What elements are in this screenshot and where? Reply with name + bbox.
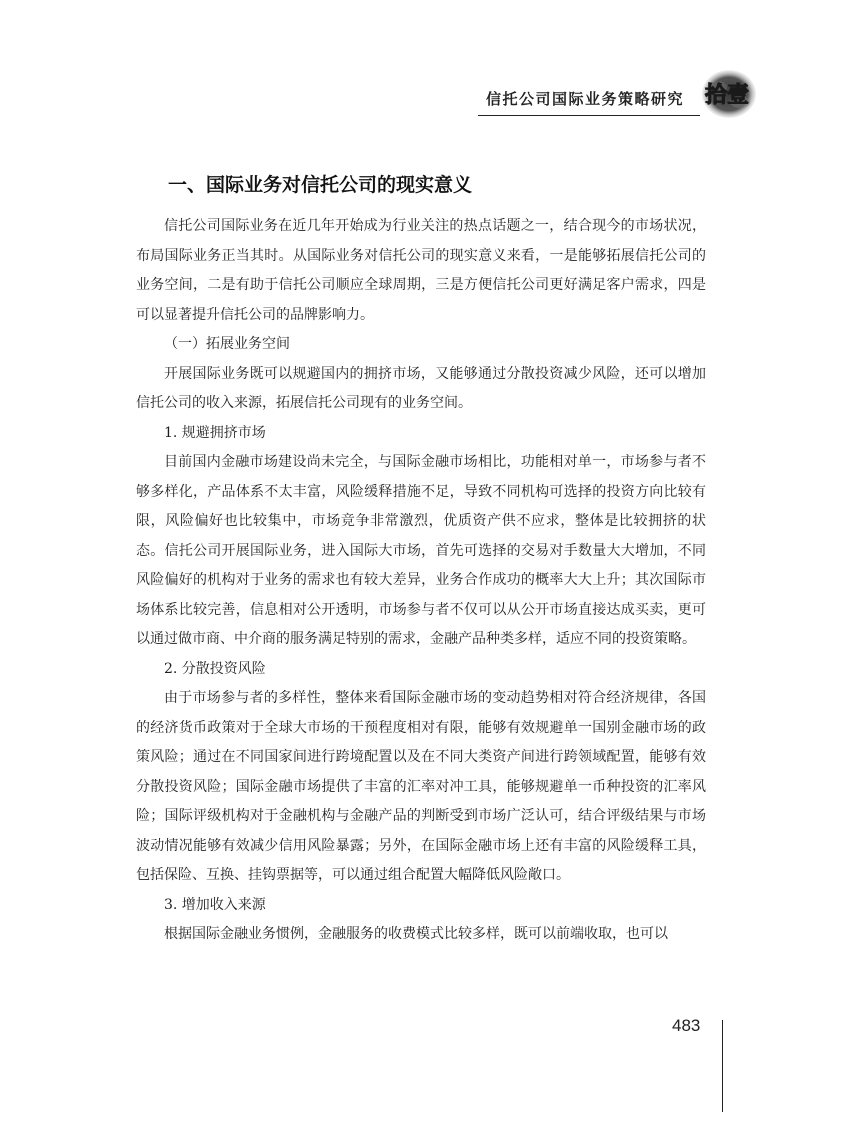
paragraph-intro: 信托公司国际业务在近几年开始成为行业关注的热点话题之一，结合现今的市场状况，布局国际业务正当其时。从国际业务对信托公司的现实意义来看，一是能够拓展信托公司的业务空间，二是有助于信托公司顺应全球周期，三是方便信托公司更好满足客户需求，四是可以显著提升信托公司的品牌影响力。: [136, 218, 706, 323]
body-text: [136, 212, 706, 950]
paragraph-expand-business: 开展国际业务既可以规避国内的拥挤市场，又能够通过分散投资减少风险，还可以增加信托公司的收入来源，拓展信托公司现有的业务空间。: [136, 365, 706, 411]
header-rule: [478, 115, 700, 116]
running-header: [0, 62, 842, 132]
seal-text: 拾壹: [704, 82, 750, 108]
paragraph-avoid-crowded-market: 目前国内金融市场建设尚未完全，与国际金融市场相比，功能相对单一，市场参与者不够多样化，产品体系不太丰富，风险缓释措施不足，导致不同机构可选择的投资方向比较有限，风险偏好也比较集中，市场竞争非常激烈，优质资产供不应求，整体是比较拥挤的状态。信托公司开展国际业务，进入国际大市场，首先可选择的交易对手数量大大增加，不同风险偏好的机构对于业务的需求也有较大差异，业务合作成功的概率大大上升；其次国际市场体系比较完善，信息相对公开透明，市场参与者不仅可以从公开市场直接达成买卖，更可以通过做市商、中介商的服务满足特别的需求，金融产品种类多样，适应不同的投资策略。: [136, 454, 706, 647]
section-heading: 一、国际业务对信托公司的现实意义: [168, 174, 473, 196]
subheading-increase-income: 3. 增加收入来源: [164, 896, 266, 913]
running-header-title: 信托公司国际业务策略研究: [486, 90, 685, 108]
subheading-avoid-crowded-market: 1. 规避拥挤市场: [164, 424, 266, 441]
page-number-rule: [722, 1020, 723, 1112]
subheading-expand-business: （一）拓展业务空间: [164, 336, 290, 352]
paragraph-diversify-risk: 由于市场参与者的多样性，整体来看国际金融市场的变动趋势相对符合经济规律，各国的经济货币政策对于全球大市场的干预程度相对有限，能够有效规避单一国别金融市场的政策风险；通过在不同国家间进行跨境配置以及在不同大类资产间进行跨领域配置，能够有效分散投资风险；国际金融市场提供了丰富的汇率对冲工具，能够规避单一币种投资的汇率风险；国际评级机构对于金融机构与金融产品的判断受到市场广泛认可，结合评级结果与市场波动情况能够有效减少信用风险暴露；另外，在国际金融市场上还有丰富的风险缓释工具，包括保险、互换、挂钩票据等，可以通过组合配置大幅降低风险敞口。: [136, 690, 706, 883]
chapter-seal-icon: [696, 66, 758, 120]
paragraph-increase-income: 根据国际金融业务惯例，金融服务的收费模式比较多样，既可以前端收取，也可以: [164, 926, 668, 942]
page-number: 483: [672, 1016, 701, 1035]
subheading-diversify-risk: 2. 分散投资风险: [164, 660, 266, 677]
